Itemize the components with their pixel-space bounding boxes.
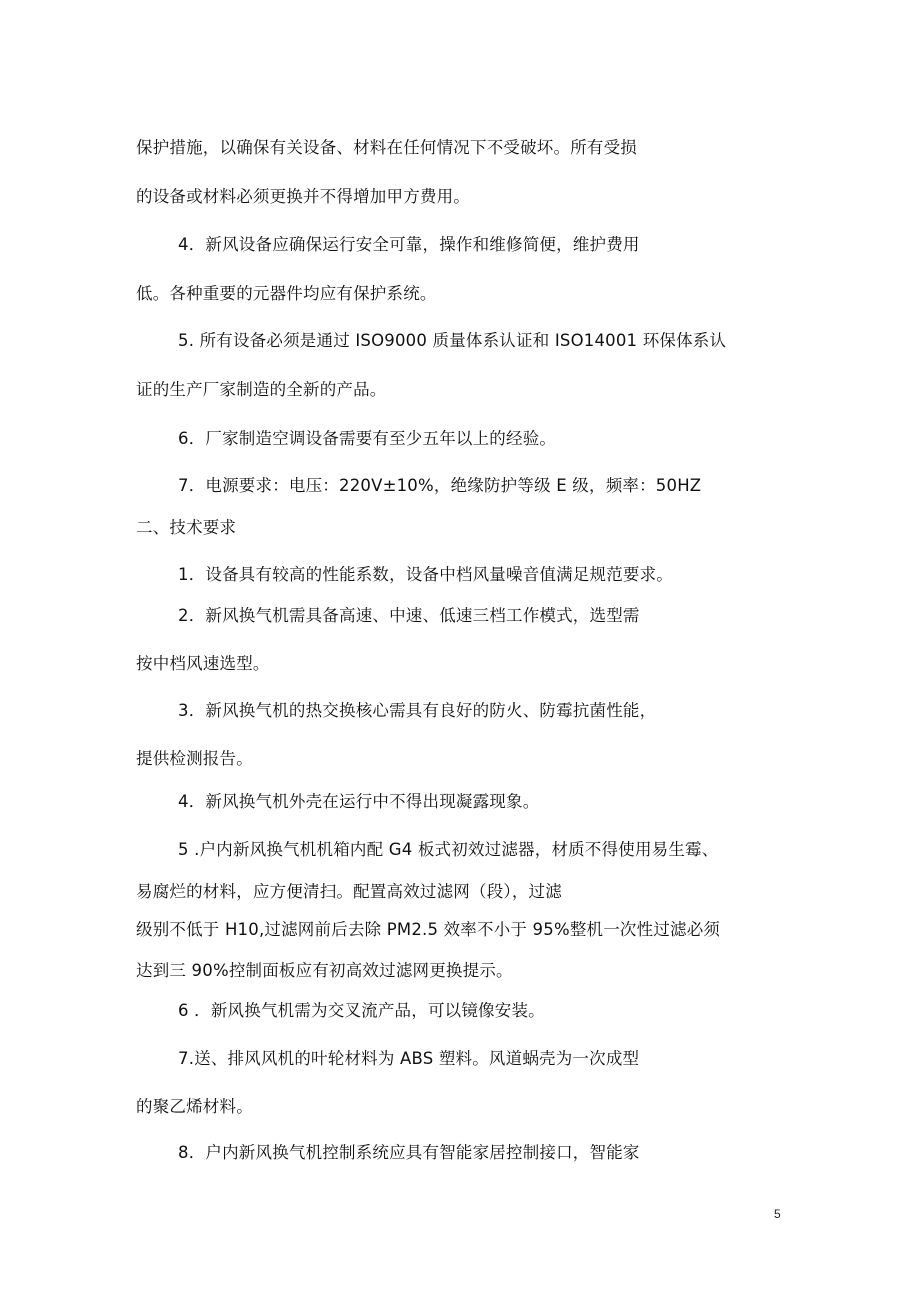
list-item-8: 8．户内新风换气机控制系统应具有智能家居控制接口，智能家 [178, 1143, 640, 1162]
list-item-6b: 6 ．新风换气机需为交叉流产品，可以镜像安装。 [178, 1001, 545, 1020]
list-item-7: 7．电源要求：电压：220V±10%，绝缘防护等级 E 级，频率：50HZ [178, 476, 702, 495]
page-number: 5 [774, 1207, 781, 1221]
paragraph-line: 的设备或材料必须更换并不得增加甲方费用。 [136, 187, 470, 206]
paragraph-line: 按中档风速选型。 [136, 654, 270, 673]
list-item-6: 6．厂家制造空调设备需要有至少五年以上的经验。 [178, 429, 557, 448]
paragraph-line: 低。各种重要的元器件均应有保护系统。 [136, 284, 437, 303]
list-item-5b: 5 .户内新风换气机机箱内配 G4 板式初效过滤器，材质不得使用易生霉、 [178, 840, 719, 859]
paragraph-line: 提供检测报告。 [136, 749, 253, 768]
list-item-4: 4．新风设备应确保运行安全可靠，操作和维修简便，维护费用 [178, 235, 640, 254]
list-item-2: 2．新风换气机需具备高速、中速、低速三档工作模式，选型需 [178, 606, 640, 625]
list-item-4b: 4．新风换气机外壳在运行中不得出现凝露现象。 [178, 792, 540, 811]
list-item-5: 5. 所有设备必须是通过 ISO9000 质量体系认证和 ISO14001 环保体系认 [178, 331, 727, 350]
paragraph-line: 证的生产厂家制造的全新的产品。 [136, 380, 387, 399]
section-heading: 二、技术要求 [136, 518, 237, 537]
list-item-3: 3．新风换气机的热交换核心需具有良好的防火、防霉抗菌性能， [178, 701, 657, 720]
list-item-7b: 7.送、排风风机的叶轮材料为 ABS 塑料。风道蜗壳为一次成型 [178, 1049, 640, 1068]
paragraph-line: 达到三 90%控制面板应有初高效过滤网更换提示。 [136, 961, 513, 980]
paragraph-line: 级别不低于 H10,过滤网前后去除 PM2.5 效率不小于 95%整机一次性过滤必须 [136, 920, 721, 939]
list-item-1: 1．设备具有较高的性能系数，设备中档风量噪音值满足规范要求。 [178, 565, 673, 584]
paragraph-line: 的聚乙烯材料。 [136, 1097, 253, 1116]
paragraph-line: 保护措施，以确保有关设备、材料在任何情况下不受破坏。所有受损 [136, 138, 637, 157]
paragraph-line: 易腐烂的材料，应方便清扫。配置高效过滤网（段），过滤 [136, 882, 562, 901]
